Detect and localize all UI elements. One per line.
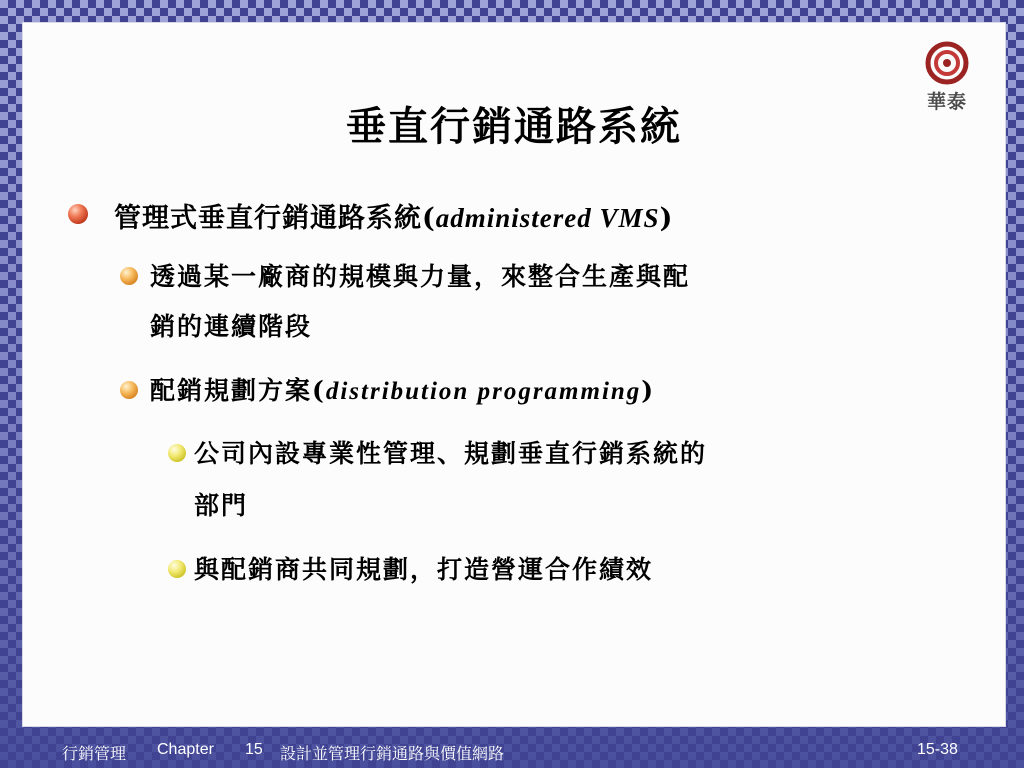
bullet-text: 配銷規劃方案(distribution programming) bbox=[150, 376, 656, 405]
bullet-icon bbox=[168, 444, 186, 462]
logo-text: 華泰 bbox=[926, 91, 967, 113]
bullet-item-administered-vms bbox=[68, 196, 673, 235]
latin-term: distribution programming bbox=[325, 378, 642, 405]
footer-course: 行銷管理 bbox=[62, 746, 127, 763]
bullet-icon bbox=[120, 381, 138, 399]
slide-footer bbox=[0, 738, 1024, 766]
bullet-text: 管理式垂直行銷通路系統(administered VMS) bbox=[114, 203, 674, 234]
bullet-icon bbox=[120, 267, 138, 285]
bullet-text-line1: 公司內設專業性管理、規劃垂直行銷系統的 bbox=[194, 439, 708, 468]
slide-title: 垂直行銷通路系統 bbox=[346, 103, 682, 150]
footer-chapter-title: 設計並管理行銷通路與價值網路 bbox=[280, 746, 505, 763]
footer-chapter-number: 15 bbox=[245, 741, 263, 758]
bullet-text-line2: 部門 bbox=[194, 491, 249, 520]
bullet-item-integration bbox=[120, 252, 920, 352]
latin-term: administered VMS bbox=[435, 203, 660, 233]
bullet-text-line2: 銷的連續階段 bbox=[150, 312, 313, 341]
ring-logo-icon bbox=[925, 41, 969, 85]
bullet-item-distribution-programming bbox=[120, 366, 655, 417]
bullet-text: 與配銷商共同規劃，打造營運合作績效 bbox=[194, 555, 654, 584]
bullet-text-line1: 透過某一廠商的規模與力量，來整合生產與配 bbox=[150, 262, 691, 291]
bullet-icon bbox=[68, 204, 88, 224]
bullet-item-dedicated-department bbox=[168, 428, 928, 532]
footer-chapter-label: Chapter bbox=[157, 741, 214, 758]
footer-page-number: 15-38 bbox=[917, 741, 958, 758]
bullet-item-joint-planning bbox=[168, 544, 653, 596]
bullet-icon bbox=[168, 560, 186, 578]
